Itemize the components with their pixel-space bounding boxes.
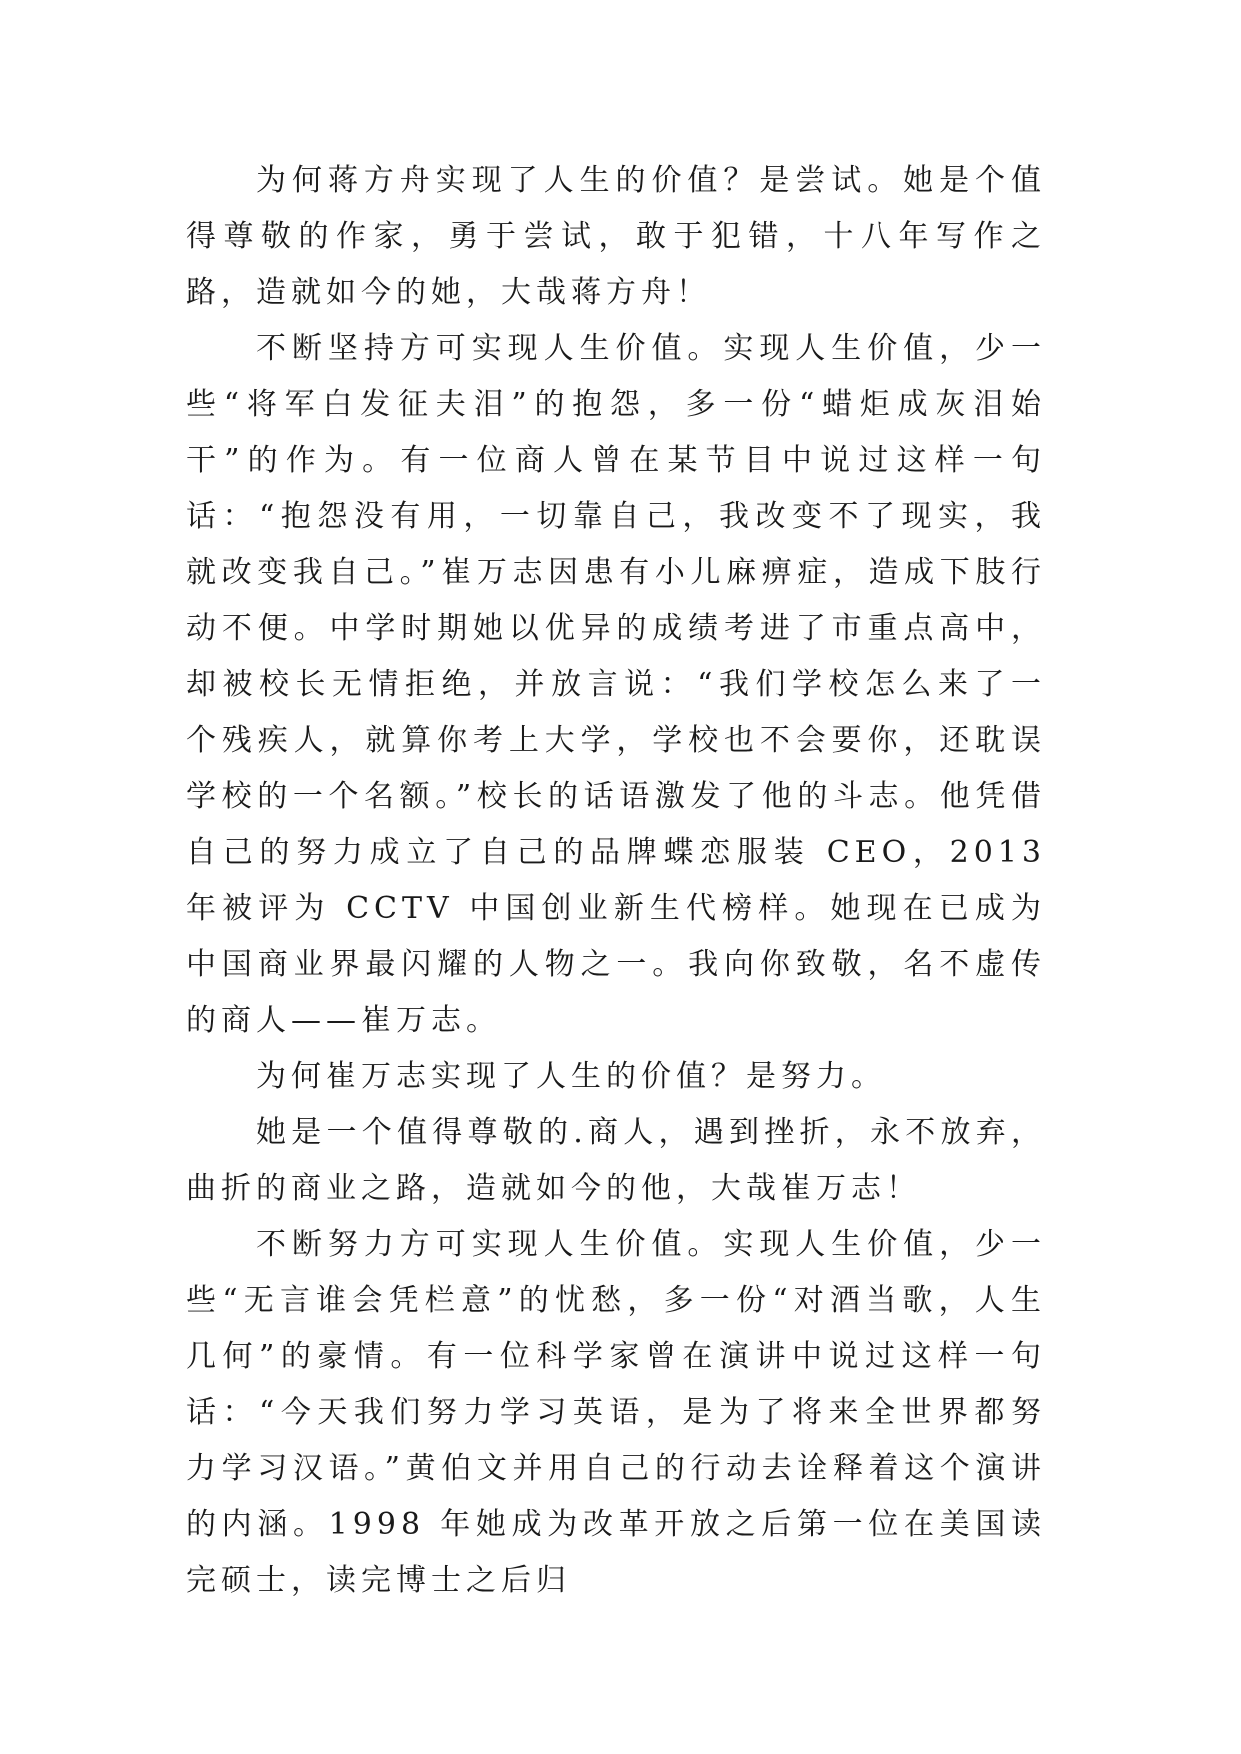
paragraph-5: 不断努力方可实现人生价值。实现人生价值，少一些“无言谁会凭栏意”的忧愁，多一份“对酒当歌，人生几何”的豪情。有一位科学家曾在演讲中说过这样一句话：“今天我们努力学习英语，是为了将来全世界都努力学习汉语。”黄伯文并用自己的行动去诠释着这个演讲的内涵。1998 年她成为改革开放之后第一位在美国读完硕士，读完博士之后归	[186, 1227, 1046, 1598]
document-body	[186, 153, 1046, 1609]
paragraph-3: 为何崔万志实现了人生的价值？是努力。	[256, 1059, 886, 1094]
paragraph-2: 不断坚持方可实现人生价值。实现人生价值，少一些“将军白发征夫泪”的抱怨，多一份“蜡炬成灰泪始干”的作为。有一位商人曾在某节目中说过这样一句话：“抱怨没有用，一切靠自己，我改变不了现实，我就改变我自己。”崔万志因患有小儿麻痹症，造成下肢行动不便。中学时期她以优异的成绩考进了市重点高中，却被校长无情拒绝，并放言说：“我们学校怎么来了一个残疾人，就算你考上大学，学校也不会要你，还耽误学校的一个名额。”校长的话语激发了他的斗志。他凭借自己的努力成立了自己的品牌蝶恋服装 CEO，2013 年被评为 CCTV 中国创业新生代榜样。她现在已成为中国商业界最闪耀的人物之一。我向你致敬，名不虚传的商人——崔万志。	[186, 331, 1046, 1038]
paragraph-1: 为何蒋方舟实现了人生的价值？是尝试。她是个值得尊敬的作家，勇于尝试，敢于犯错，十八年写作之路，造就如今的她，大哉蒋方舟！	[186, 163, 1046, 310]
paragraph-4: 她是一个值得尊敬的.商人，遇到挫折，永不放弃，曲折的商业之路，造就如今的他，大哉崔万志！	[186, 1115, 1046, 1206]
